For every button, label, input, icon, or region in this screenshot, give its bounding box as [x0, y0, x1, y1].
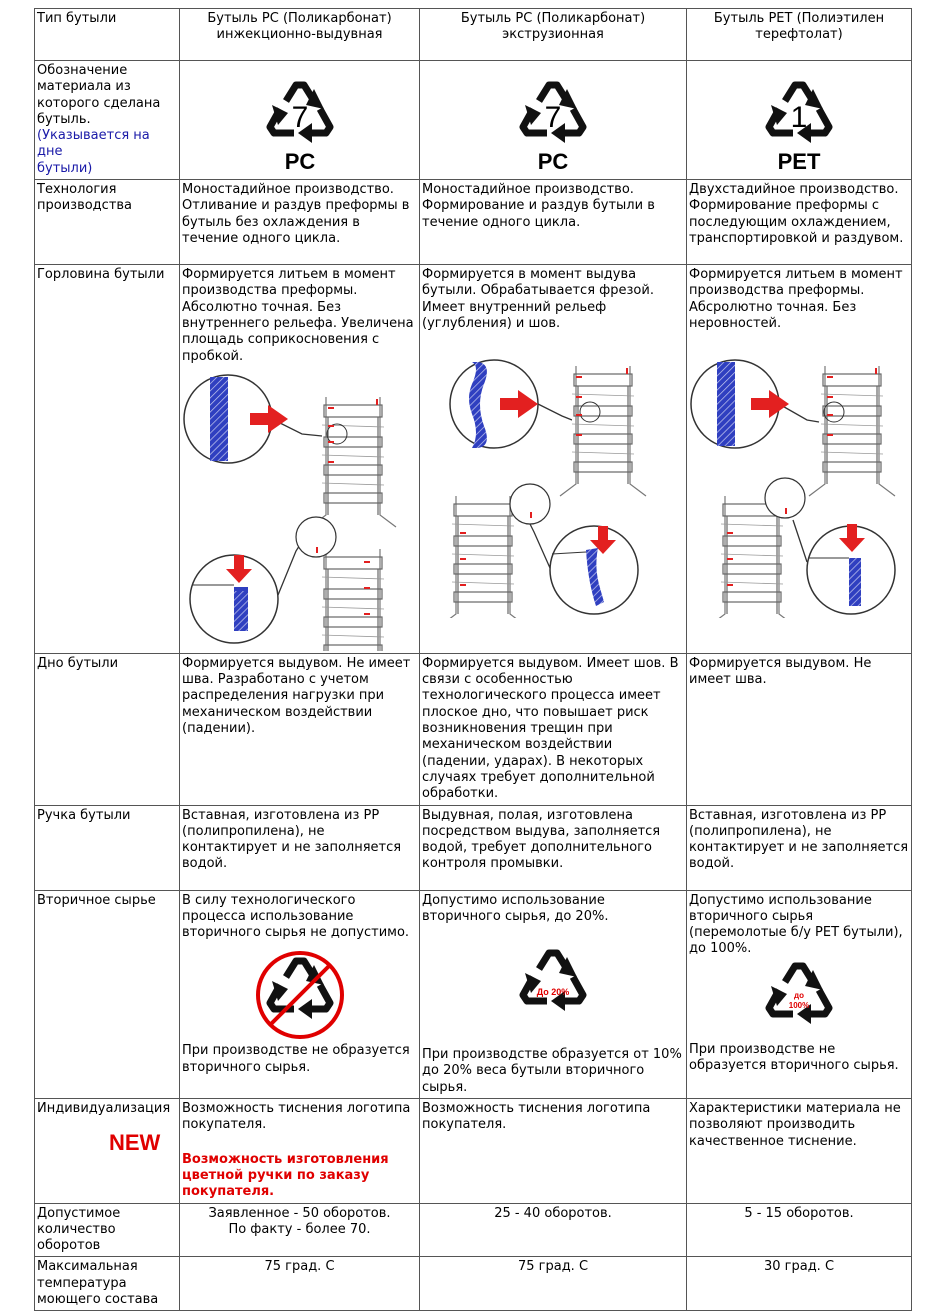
customization-extra: Возможность изготовления цветной ручки по заказу покупателя.	[182, 1151, 389, 1200]
recycled-row	[35, 890, 912, 1098]
bottom-pet: Формируется выдувом. Не имеет шва.	[687, 653, 912, 805]
recycled-text: Допустимо использование вторичного сырья (перемолотые б/у PET бутыли), до 100%.	[689, 892, 903, 957]
neck-diagram	[182, 369, 418, 651]
header-pet: Бутыль PET (Полиэтилен терефтолат)	[687, 9, 912, 61]
recycled-foot: При производстве образуется от 10% до 20% веса бутыли вторичного сырья.	[422, 1047, 682, 1095]
marking-code: PET	[777, 149, 821, 174]
customization-text: Возможность тиснения логотипа покупателя.	[182, 1101, 411, 1133]
neck-pc-injection	[180, 265, 420, 654]
recycled-text: Допустимо использование вторичного сырья, до 20%.	[422, 892, 609, 924]
technology-row	[35, 180, 912, 265]
customization-row	[35, 1099, 912, 1203]
neck-diagram	[689, 336, 911, 618]
marking-pc-extrusion	[420, 61, 687, 180]
recycle-100-icon	[751, 960, 847, 1042]
customization-pet: Характеристики материала не позволяют производить качественное тиснение.	[687, 1099, 912, 1203]
handle-pc-injection: Вставная, изготовлена из PP (полипропилена), не контактирует и не заполняется водой.	[180, 805, 420, 890]
marking-number: 1	[790, 101, 808, 134]
recycle-20-label: До 20%	[536, 987, 570, 998]
marking-label-cell	[35, 61, 180, 180]
marking-code: PC	[537, 149, 569, 174]
turnover-actual: По факту - более 70.	[228, 1221, 371, 1237]
header-pc-extrusion: Бутыль PC (Поликарбонат) экструзионная	[420, 9, 687, 61]
recycled-foot: При производстве не образуется вторичного сырья.	[689, 1041, 899, 1074]
temperature-pc-injection: 75 град. С	[180, 1257, 420, 1311]
turnover-pet: 5 - 15 оборотов.	[687, 1203, 912, 1257]
recycle-prohibited-icon	[252, 949, 348, 1043]
header-label: Тип бутыли	[35, 9, 180, 61]
customization-label: Индивидуализация	[37, 1101, 171, 1117]
neck-pet	[687, 265, 912, 654]
technology-pet: Двухстадийное производство. Формирование преформы с последующим охлаждением, транспортировкой и раздувом.	[687, 180, 912, 265]
marking-note-b: бутыли)	[37, 160, 93, 176]
turnover-pc-extrusion: 25 - 40 оборотов.	[420, 1203, 687, 1257]
marking-row	[35, 61, 912, 180]
recycled-pc-injection	[180, 890, 420, 1098]
recycle-20-icon	[505, 943, 601, 1047]
comparison-table	[34, 8, 912, 1311]
neck-label: Горловина бутыли	[35, 265, 180, 654]
new-badge: NEW	[109, 1130, 161, 1156]
handle-pet: Вставная, изготовлена из PP (полипропилена), не контактирует и не заполняется водой.	[687, 805, 912, 890]
handle-pc-extrusion: Выдувная, полая, изготовлена посредством выдува, заполняется водой, требует дополнительного контроля промывки.	[420, 805, 687, 890]
temperature-pet: 30 град. С	[687, 1257, 912, 1311]
turnover-pc-injection	[180, 1203, 420, 1257]
recycle-100-label-a: до	[794, 990, 804, 1000]
customization-label-cell	[35, 1099, 180, 1203]
marking-number: 7	[291, 101, 308, 134]
marking-number: 7	[544, 101, 562, 134]
neck-text: Формируется литьем в момент производства преформы. Абсролютно точная. Без неровностей.	[689, 267, 903, 331]
marking-label: Обозначение материала из которого сделана бутыль.	[37, 63, 161, 127]
recycled-text: В силу технологического процесса использование вторичного сырья не допустимо.	[182, 892, 410, 941]
temperature-pc-extrusion: 75 град. С	[420, 1257, 687, 1311]
header-pc-injection: Бутыль PC (Поликарбонат) инжекционно-выдувная	[180, 9, 420, 61]
recycled-pc-extrusion	[420, 890, 687, 1098]
technology-pc-injection: Моностадийное производство. Отливание и раздув преформы в бутыль без охлаждения в течение одного цикла.	[180, 180, 420, 265]
marking-pet	[687, 61, 912, 180]
recycled-foot: При производстве не образуется вторичного сырья.	[182, 1043, 410, 1075]
recycle-pc-icon	[498, 67, 608, 175]
turnover-row	[35, 1203, 912, 1257]
technology-pc-extrusion: Моностадийное производство. Формирование и раздув бутыли в течение одного цикла.	[420, 180, 687, 265]
neck-diagram	[422, 336, 684, 618]
neck-text: Формируется литьем в момент производства преформы. Абсолютно точная. Без внутреннего рельефа. Увеличена площадь соприкосновения с пробкой.	[182, 267, 414, 364]
recycle-pc-icon	[245, 67, 355, 175]
recycled-label: Вторичное сырье	[35, 890, 180, 1098]
temperature-label: Максимальная температура моющего состава	[35, 1257, 180, 1311]
technology-label: Технология производства	[35, 180, 180, 265]
customization-pc-injection	[180, 1099, 420, 1203]
bottom-pc-extrusion: Формируется выдувом. Имеет шов. В связи с особенностью технологического процесса имеет плоское дно, что повышает риск возникновения трещин при механическом воздействии (падении, ударах). В некоторых случаях требует дополнительной обработки.	[420, 653, 687, 805]
neck-row	[35, 265, 912, 654]
turnover-claimed: Заявленное - 50 оборотов.	[208, 1205, 391, 1221]
bottom-pc-injection: Формируется выдувом. Не имеет шва. Разработано с учетом распределения нагрузки при механическом воздействии (падении).	[180, 653, 420, 805]
recycled-pet	[687, 890, 912, 1098]
marking-note-a: (Указывается на дне	[37, 128, 150, 160]
bottom-label: Дно бутыли	[35, 653, 180, 805]
marking-pc-injection	[180, 61, 420, 180]
customization-pc-extrusion: Возможность тиснения логотипа покупателя.	[420, 1099, 687, 1203]
recycle-pet-icon	[744, 67, 854, 175]
turnover-label: Допустимое количество оборотов	[35, 1203, 180, 1257]
bottom-row	[35, 653, 912, 805]
neck-pc-extrusion	[420, 265, 687, 654]
marking-code: PC	[284, 149, 315, 174]
handle-row	[35, 805, 912, 890]
recycle-100-label-b: 100%	[788, 1000, 810, 1010]
header-row	[35, 9, 912, 61]
handle-label: Ручка бутыли	[35, 805, 180, 890]
neck-text: Формируется в момент выдува бутыли. Обрабатывается фрезой. Имеет внутренний рельеф (углубления) и шов.	[422, 267, 654, 331]
